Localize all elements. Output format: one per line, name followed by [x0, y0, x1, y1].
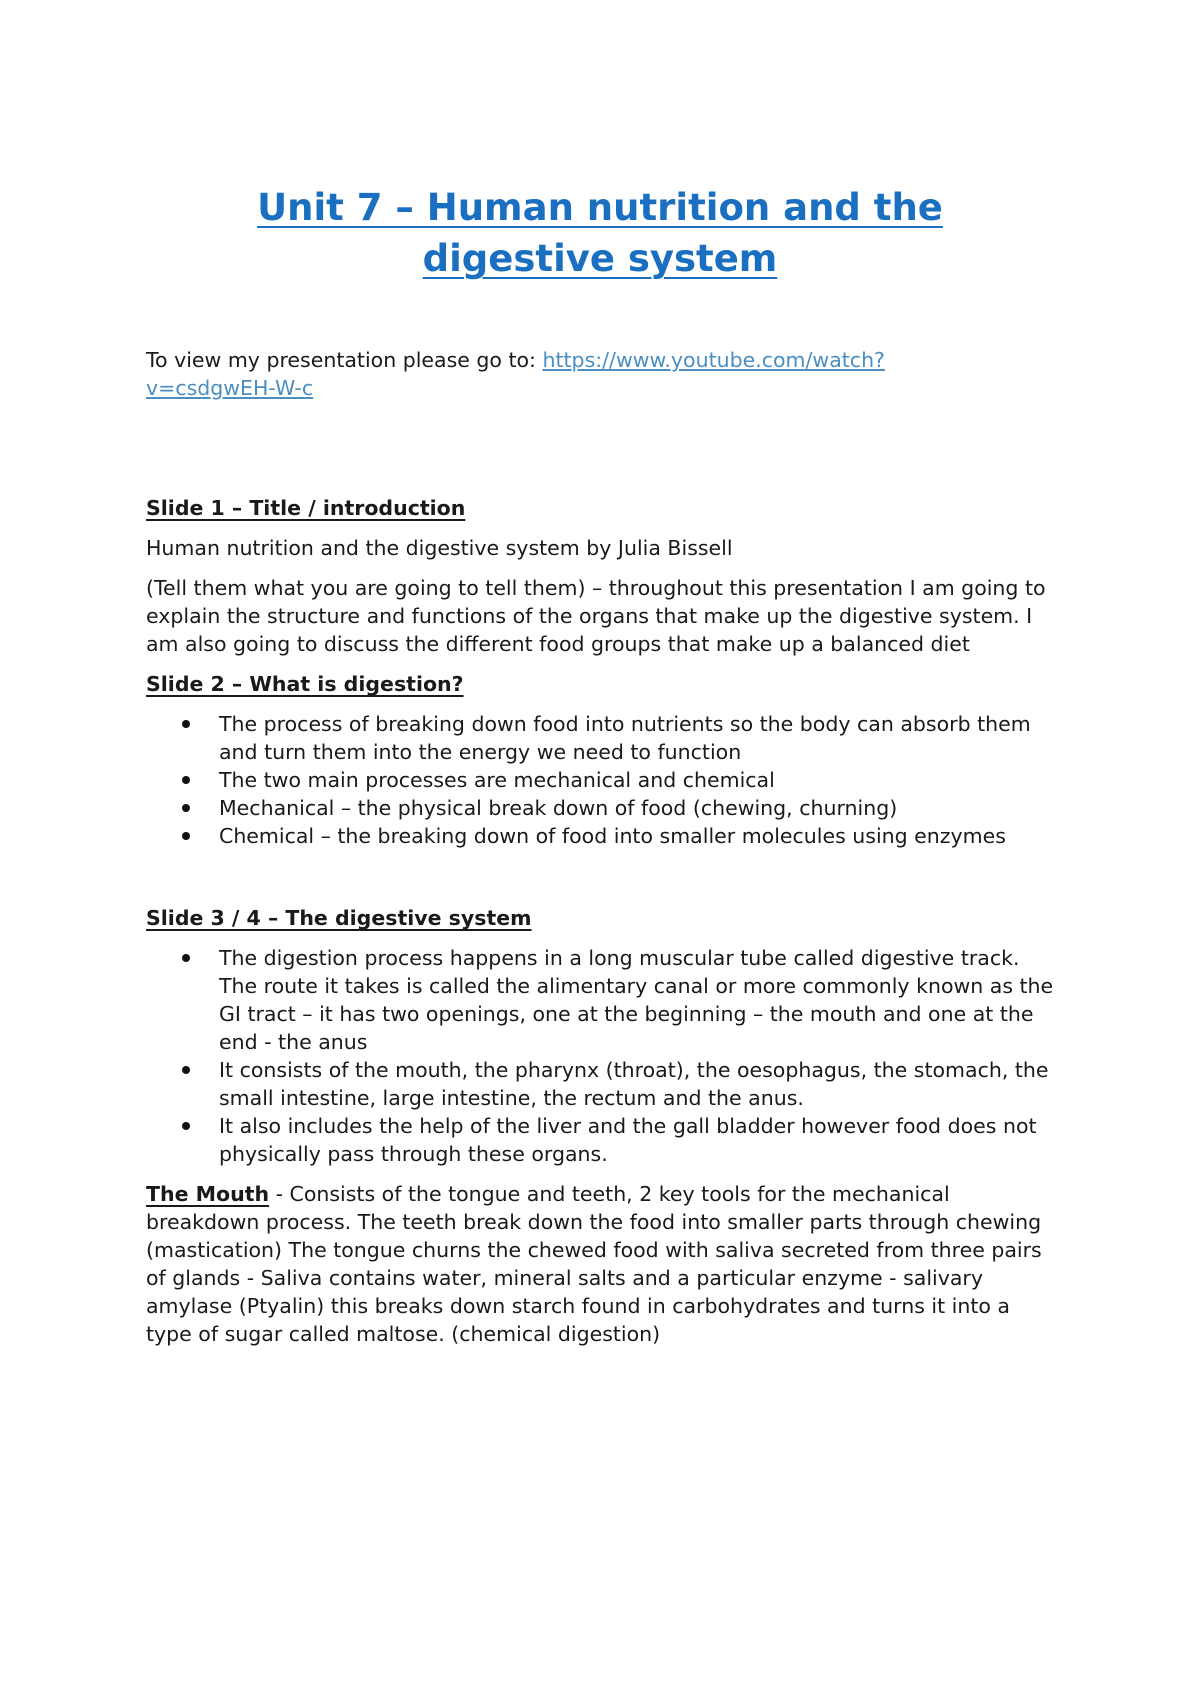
list-item [219, 710, 1054, 766]
bullet-icon [182, 804, 190, 812]
bullet-icon [182, 1122, 190, 1130]
bullet-icon [182, 954, 190, 962]
mouth-paragraph [146, 1180, 1054, 1348]
slide-2-heading: Slide 2 – What is digestion? [146, 672, 464, 696]
list-item [219, 766, 1054, 794]
list-item [219, 1056, 1054, 1112]
bullet-icon [182, 1066, 190, 1074]
bullet-text: Mechanical – the physical break down of food (chewing, churning) [219, 796, 898, 820]
bullet-text: The process of breaking down food into nutrients so the body can absorb them and turn them into the energy we need to function [219, 712, 1031, 764]
slide-1-author-line: Human nutrition and the digestive system by Julia Bissell [146, 536, 733, 560]
list-item [219, 822, 1054, 850]
document-title [146, 0, 1054, 284]
bullet-text: It also includes the help of the liver and the gall bladder however food does not physically pass through these organs. [219, 1114, 1037, 1166]
mouth-text: - Consists of the tongue and teeth, 2 key tools for the mechanical breakdown process. The teeth break down the food into smaller parts through chewing (mastication) The tongue churns the chewed food with saliva secreted from three pairs of glands - Saliva contains water, mineral salts and a particular enzyme - salivary amylase (Ptyalin) this breaks down starch found in carbohydrates and turns it into a type of sugar called maltose. (chemical digestion) [146, 1182, 1042, 1346]
slide-1-heading: Slide 1 – Title / introduction [146, 496, 466, 520]
presentation-link-part-2: v=csdgwEH-W-c [146, 376, 314, 400]
mouth-heading: The Mouth [146, 1182, 270, 1206]
slide-1-description: (Tell them what you are going to tell them) – throughout this presentation I am going to explain the structure and functions of the organs that make up the digestive system. I am also going to discuss the different food groups that make up a balanced diet [146, 576, 1046, 656]
presentation-link-part-1: https://www.youtube.com/watch? [542, 348, 885, 372]
title-line-1: Unit 7 – Human nutrition and the [257, 186, 943, 229]
slide-3-bullet-list [146, 944, 1054, 1168]
intro-paragraph [146, 346, 1054, 402]
bullet-icon [182, 720, 190, 728]
bullet-text: The two main processes are mechanical and chemical [219, 768, 775, 792]
bullet-text: Chemical – the breaking down of food into smaller molecules using enzymes [219, 824, 1006, 848]
bullet-icon [182, 776, 190, 784]
intro-text: To view my presentation please go to: [146, 348, 543, 372]
list-item [219, 794, 1054, 822]
slide-2-bullet-list [146, 710, 1054, 850]
bullet-icon [182, 832, 190, 840]
bullet-text: The digestion process happens in a long muscular tube called digestive track. The route it takes is called the alimentary canal or more commonly known as the GI tract – it has two openings, one at the beginning – the mouth and one at the end - the anus [219, 946, 1054, 1054]
list-item [219, 1112, 1054, 1168]
slide-3-heading: Slide 3 / 4 – The digestive system [146, 906, 532, 930]
bullet-text: It consists of the mouth, the pharynx (throat), the oesophagus, the stomach, the small intestine, large intestine, the rectum and the anus. [219, 1058, 1049, 1110]
list-item [219, 944, 1054, 1056]
title-line-2: digestive system [422, 237, 778, 280]
